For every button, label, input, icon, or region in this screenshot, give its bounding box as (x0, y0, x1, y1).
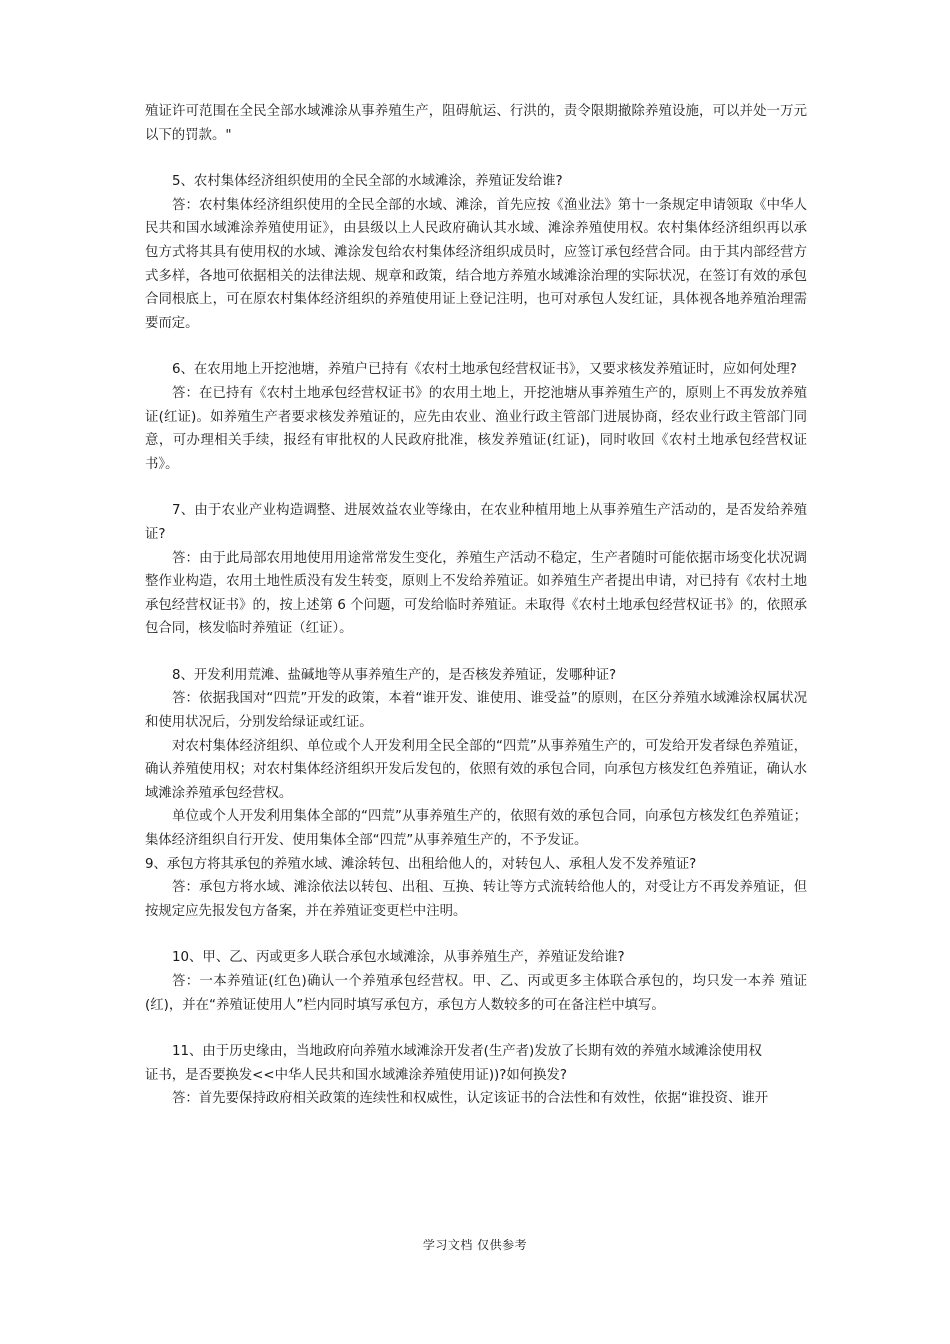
question-10: 10、甲、乙、丙或更多人联合承包水域滩涂，从事养殖生产，养殖证发给谁? (172, 950, 625, 966)
answer-8-part-2: 对农村集体经济组织、单位或个人开发利用全民全部的“四荒”从事养殖生产的，可发给开发者绿色养殖证，确认养殖使用权；对农村集体经济组织开发后发包的，依照有效的承包合同，向承包方核发红色养殖证，确认水域滩涂养殖承包经营权。 (145, 738, 807, 801)
section-gap (145, 335, 807, 358)
question-8: 8、开发利用荒滩、盐碱地等从事养殖生产的，是否核发养殖证，发哪种证? (172, 667, 617, 683)
question-11-line-2: 证书，是否要换发<<中华人民共和国水域滩涂养殖使用证))?如何换发? (145, 1067, 568, 1083)
answer-10: 答：一本养殖证(红色)确认一个养殖承包经营权。甲、乙、丙或更多主体联合承包的，均只发一本养 殖证(红)，并在“养殖证使用人”栏内同时填写承包方，承包方人数较多的可在备注栏中填写。 (145, 974, 807, 1013)
question-11-line-1: 11、由于历史缘由，当地政府向养殖水域滩涂开发者(生产者)发放了长期有效的养殖水域滩涂使用权 (172, 1044, 762, 1060)
section-gap (145, 476, 807, 499)
document-body (145, 100, 807, 1111)
intro-paragraph: 殖证许可范围在全民全部水域滩涂从事养殖生产，阻碍航运、行洪的，责令限期撤除养殖设施，可以并处一万元以下的罚款。" (145, 104, 807, 143)
section-gap (145, 641, 807, 664)
answer-9: 答：承包方将水域、滩涂依法以转包、出租、互换、转让等方式流转给他人的，对受让方不再发养殖证，但按规定应先报发包方备案，并在养殖证变更栏中注明。 (145, 880, 807, 919)
answer-11: 答：首先要保持政府相关政策的连续性和权威性，认定该证书的合法性和有效性，依据“谁投资、谁开 (172, 1091, 769, 1107)
answer-5: 答：农村集体经济组织使用的全民全部的水域、滩涂，首先应按《渔业法》第十一条规定申请领取《中华人民共和国水域滩涂养殖使用证》，由县级以上人民政府确认其水域、滩涂养殖使用权。农村集体经济组织再以承包方式将其具有使用权的水域、滩涂发包给农村集体经济组织成员时，应签订承包经营合同。由于其内部经营方式多样，各地可依据相关的法律法规、规章和政策，结合地方养殖水域滩涂治理的实际状况，在签订有效的承包合同根底上，可在原农村集体经济组织的养殖使用证上登记注明，也可对承包人发红证，具体视各地养殖治理需要而定。 (145, 197, 807, 331)
question-7: 7、由于农业产业构造调整、进展效益农业等缘由，在农业种植用地上从事养殖生产活动的，是否发给养殖证? (145, 503, 807, 542)
answer-7: 答：由于此局部农用地使用用途常常发生变化，养殖生产活动不稳定，生产者随时可能依据市场变化状况调整作业构造，农用土地性质没有发生转变，原则上不发给养殖证。如养殖生产者提出申请，对已持有《农村土地承包经营权证书》的，按上述第 6 个问题，可发给临时养殖证。未取得《农村土地承包经营权证书》的，依照承包合同，核发临时养殖证（红证）。 (145, 550, 807, 637)
section-gap (145, 1017, 807, 1040)
answer-8-part-3: 单位或个人开发利用集体全部的“四荒”从事养殖生产的，依照有效的承包合同，向承包方核发红色养殖证；集体经济组织自行开发、使用集体全部“四荒”从事养殖生产的，不予发证。 (145, 809, 807, 849)
page-footer: 学习文档 仅供参考 (422, 1238, 528, 1252)
section-gap (145, 147, 807, 170)
question-5: 5、农村集体经济组织使用的全民全部的水域滩涂，养殖证发给谁? (172, 174, 563, 190)
question-9: 9、承包方将其承包的养殖水域、滩涂转包、出租给他人的，对转包人、承租人发不发养殖证? (145, 856, 697, 872)
answer-6: 答：在已持有《农村土地承包经营权证书》的农用土地上，开挖池塘从事养殖生产的，原则上不再发放养殖证(红证)。如养殖生产者要求核发养殖证的，应先由农业、渔业行政主管部门进展协商，经农业行政主管部门同意，可办理相关手续，报经有审批权的人民政府批准，核发养殖证(红证)，同时收回《农村土地承包经营权证书》。 (145, 385, 807, 472)
question-6: 6、在农用地上开挖池塘，养殖户已持有《农村土地承包经营权证书》，又要求核发养殖证时，应如何处理? (172, 362, 797, 378)
section-gap (145, 923, 807, 946)
answer-8-part-1: 答：依据我国对“四荒”开发的政策，本着“谁开发、谁使用、谁受益”的原则，在区分养殖水域滩涂权属状况和使用状况后，分别发给绿证或红证。 (145, 691, 807, 731)
